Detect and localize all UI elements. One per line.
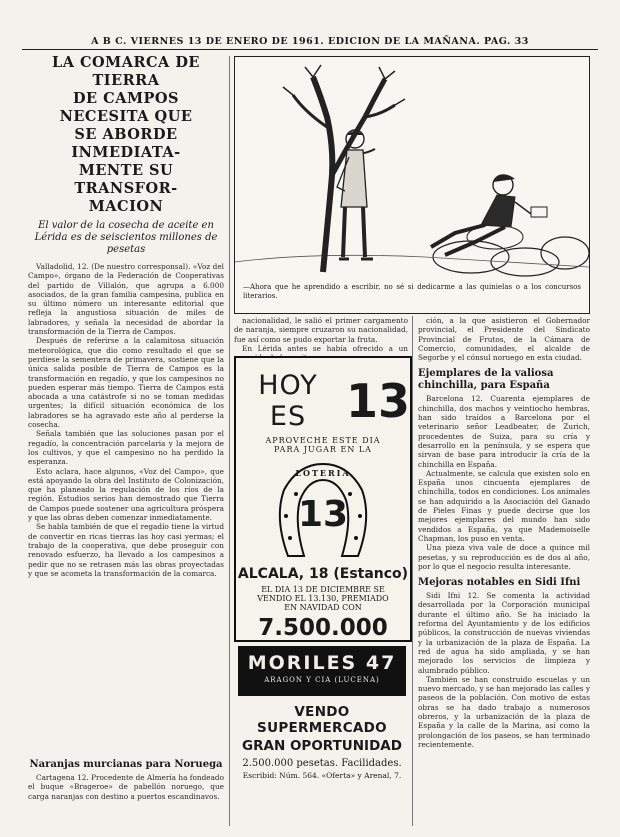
section-title-sidi-ifni: Mejoras notables en Sidi Ifni: [418, 577, 581, 589]
supermarket-line-2: GRAN OPORTUNIDAD: [242, 738, 402, 754]
article-paragraph: Esto aclara, hace algunos, «Voz del Campo», que está apoyando la obra del Instituto de Colonización, que ha planeado la regulación de los ríos de la región. Estudios serios han demostrado que Tierra de Campos puede sostener una agricultura próspera y que las obras deben comenzar inmediatamente.: [28, 466, 224, 523]
oranges-section: [28, 756, 224, 801]
section-title-oranges: Naranjas murcianas para Noruega: [29, 759, 223, 770]
left-column: [28, 54, 224, 830]
lottery-address: ALCALA, 18 (Estanco): [237, 566, 409, 582]
article-paragraph: Después de referirse a la calamitosa situación meteorológica, que dio como resultado el que se perdiese la sementera de primavera, sostiene que la única salida posible de Tierra de Campos es la transformación en regadío, y que los campesinos no pueden esperar más tiempo. Tierra de Campos está abocada a una catástrofe si no se toman medidas urgentes; la difícil situación económica de los labradores se ha agravado este año al perderse la cosecha.: [28, 336, 224, 430]
headline-line-5: MACION: [88, 198, 164, 215]
right-column: [418, 316, 590, 830]
headline-line-4: MENTE SU TRANSFOR-: [74, 162, 178, 197]
seal-text: LOTERIA: [295, 468, 351, 478]
sidi-ifni-paragraph: Sidi Ifni 12. Se comenta la actividad desarrollada por la Corporación municipal durante el último año. Se ha iniciado la reforma del Ayuntamiento y de los edificios públicos, la construcción de nuevas viviendas y la urbanización de la plaza de España. La red de agua ha sido ampliada, y se han mejorado los servicios de limpieza y alumbrado público.: [418, 591, 590, 675]
headline: [28, 54, 224, 216]
chinchilla-paragraph: Una pieza viva vale de doce a quince mil pesetas, y su reproducción es de dos al año, por lo que el negocio resulta interesante.: [418, 543, 590, 571]
supermarket-line-4: Escribid: Núm. 564. «Oferta» y Arenal, 7.: [242, 771, 402, 780]
moriles-ad: [238, 646, 406, 696]
section-title-chinchilla: Ejemplares de la valiosa chinchilla, para España: [418, 368, 554, 392]
column-divider: [412, 316, 413, 826]
header-rule: [22, 49, 598, 50]
moriles-brand: MORILES 47: [247, 652, 397, 674]
right-top-paragraph: ción, a la que asistieron el Gobernador provincial, el Presidente del Sindicato Provincial de Frutos, de la Cámara de Comercio, comunidades, el alcalde de Segorbe y el cónsul noruego en esta ciudad.: [418, 316, 590, 363]
headline-line-1: LA COMARCA DE TIERRA: [52, 54, 200, 89]
headline-line-3: SE ABORDE INMEDIATA-: [71, 126, 181, 161]
lottery-sold-1: EL DIA 13 DE DICIEMBRE SE: [261, 585, 385, 594]
cartoon-frame: [234, 56, 590, 314]
lottery-seal: [268, 458, 378, 562]
lottery-sold-2: VENDIO EL 13.130, PREMIADO: [257, 594, 389, 603]
chinchilla-paragraph: Barcelona 12. Cuarenta ejemplares de chinchilla, dos machos y veintiocho hembras, han sido traídos a Barcelona por el veterinario señor Leadbeater, de Zurich, procedentes de Suiza, para su cría y desarrollo en la península, y se espera que sirvan de base para introducir la cría de la chinchilla en España.: [418, 394, 590, 469]
moriles-sub: ARAGON Y CIA (LUCENA): [264, 676, 380, 684]
subheadline: El valor de la cosecha de aceite en Lérida es de seiscientos millones de pesetas: [34, 220, 218, 255]
lottery-line-2: PARA JUGAR EN LA: [274, 445, 372, 454]
sidi-ifni-paragraph: También se han construido escuelas y un nuevo mercado, y se han mejorado las calles y paseos de la población. Con motivo de estas obras se ha dado trabajo a numerosos obreros, y la urbanización de la plaza de España y la calle de la Marina, así como la prolongación de los paseos, se han terminado recientemente.: [418, 674, 590, 749]
hoy-es-row: [236, 370, 410, 432]
cartoon-caption: —Ahora que he aprendido a escribir, no sé si dedicarme a las quinielas o a los concursos literarios.: [243, 283, 581, 300]
supermarket-line-3: 2.500.000 pesetas. Facilidades.: [242, 758, 402, 769]
article-paragraph: Valladolid, 12. (De nuestro corresponsal). «Voz del Campo», órgano de la Federación de Cooperativas del partido de Villalón, que agrupa a 6.000 asociados, de la gran familia campesina, publica en su último número un interesante editorial que refleja la angustiosa situación de miles de labradores, y señala la necesidad de abordar la transformación de la Tierra de Campos.: [28, 262, 224, 337]
section-text-oranges: Cartagena 12. Procedente de Almería ha fondeado el buque «Brageroe» de pabellón noruego, que carga naranjas con destino a puertos escandinavos.: [28, 773, 224, 801]
column-divider: [229, 56, 230, 826]
lottery-prize: 7.500.000: [258, 615, 388, 641]
masthead: A B C. VIERNES 13 DE ENERO DE 1961. EDICION DE LA MAÑANA. PAG. 33: [91, 36, 529, 47]
lottery-sold-3: EN NAVIDAD CON: [284, 603, 362, 612]
seal-number: 13: [297, 494, 349, 535]
lottery-ad: [234, 356, 412, 642]
mid-paragraph: nacionalidad, le salió el primer cargamento de naranja, siempre cruzaron su nacionalidad, fue así como se pudo exportar la fruta.: [234, 316, 408, 344]
article-paragraph: Se habla también de que el regadío tiene la virtud de convertir en ricas tierras las hoy casi yermas; el trabajo de la cooperativa, que debe proseguir con renovado esfuerzo, ha llevado a los campesinos a pedir que no se retrasen más las obras proyectadas y que se acometa la transformación de la comarca.: [28, 522, 224, 578]
hoy-es-day: 13: [345, 374, 410, 428]
cartoon-illustration: [235, 57, 589, 277]
article-paragraph: Señala también que las soluciones pasan por el regadío, la concentración parcelaria y la mejora de los cultivos, y que el campesino no ha perdido la esperanza.: [28, 429, 224, 467]
hoy-es-label: HOY ES: [258, 370, 318, 432]
headline-line-2: DE CAMPOS NECESITA QUE: [59, 90, 193, 125]
mid-paragraph: En Lérida antes se había ofrecido a un: [242, 343, 408, 353]
supermarket-line-1: VENDO SUPERMERCADO: [257, 704, 387, 736]
lottery-line-1: APROVECHE ESTE DIA: [265, 436, 381, 445]
supermarket-ad: [236, 704, 408, 780]
chinchilla-paragraph: Actualmente, se calcula que existen solo en España unos cincuenta ejemplares de chinchilla, todos en condiciones. Los animales se han adquirido a la Asociación del Ganado de Pieles Finas y puede decirse que los mejores ejemplares del mundo han sido vendidos a España, ya que Mademoiselle Chapman, los puso en venta.: [418, 468, 590, 543]
